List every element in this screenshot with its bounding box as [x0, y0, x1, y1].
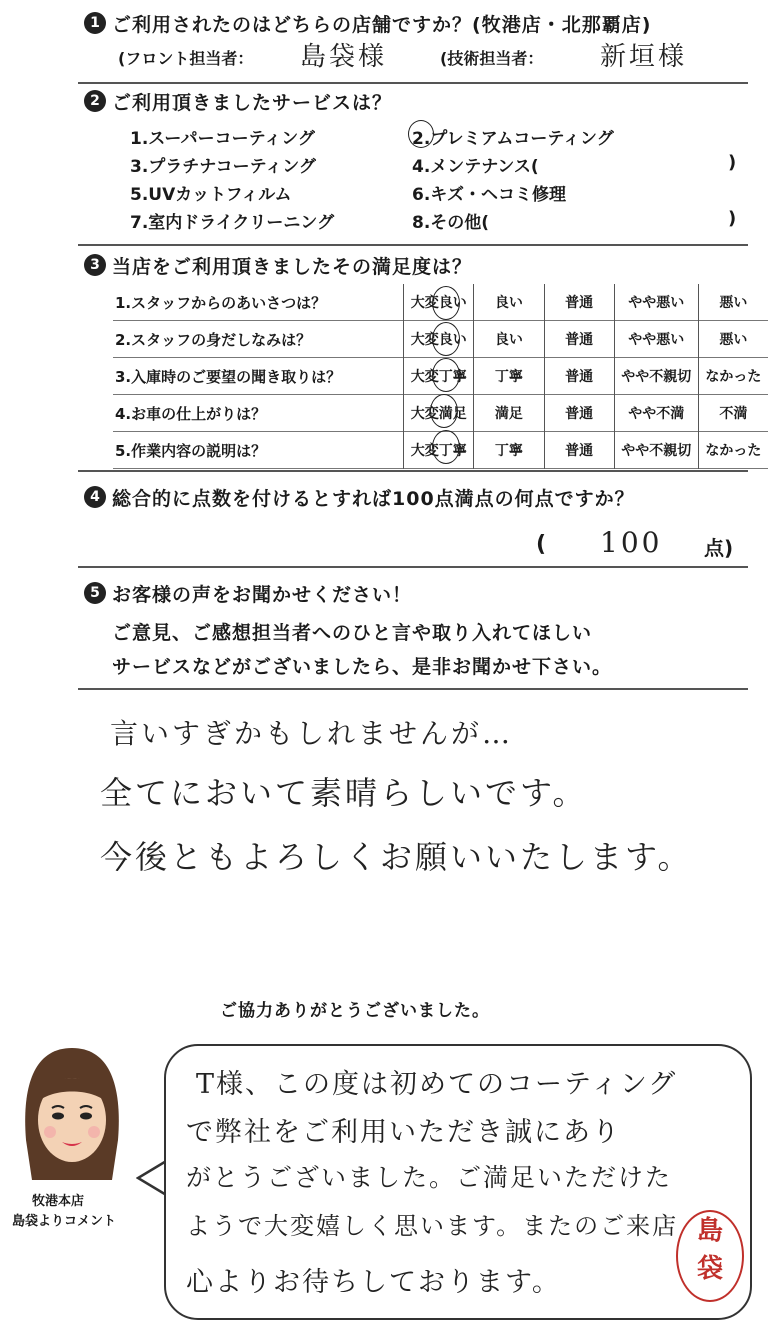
q3-question: 当店をご利用頂きましたその満足度は？: [112, 256, 473, 278]
customer-comment-line: 全てにおいて素晴らしいです。: [100, 774, 588, 812]
divider: [78, 470, 748, 472]
reply-line: ようで大変嬉しく思います。またのご来店: [186, 1212, 679, 1240]
name-stamp: 島 袋: [676, 1210, 744, 1302]
rating-option: なかった: [698, 432, 768, 469]
staff-store: 牧港本店: [32, 1194, 85, 1209]
q1-question: ご利用されたのはどちらの店舗ですか？(牧港店・北那覇店): [112, 14, 652, 36]
reply-line: T様、この度は初めてのコーティング: [196, 1069, 678, 1100]
tech-staff-name: 新垣様: [600, 42, 688, 72]
q5-instruction: サービスなどがございましたら、是非お聞かせ下さい。: [112, 656, 613, 678]
q1-stores: 牧港店・北那覇店: [481, 14, 642, 36]
q2-number: 2: [84, 90, 106, 112]
rating-option: 普通: [544, 358, 614, 395]
q4-question: 総合的に点数を付けるとすれば100点満点の何点ですか？: [112, 488, 635, 510]
service-item: 1.スーパーコーティング: [130, 129, 315, 149]
rating-question: 3.入庫時のご要望の聞き取りは？: [115, 367, 342, 386]
thanks-message: ご協力ありがとうございました。: [220, 1001, 490, 1021]
service-item: 3.プラチナコーティング: [130, 157, 316, 177]
rating-option: 丁寧: [474, 358, 544, 395]
rating-option: やや悪い: [614, 321, 698, 358]
selected-circle: [432, 358, 460, 392]
rating-option: 普通: [544, 284, 614, 321]
service-item: 8.その他(: [412, 213, 490, 233]
rating-option: 大変満足: [404, 395, 474, 432]
divider: [78, 244, 748, 246]
service-item: 5.UVカットフィルム: [130, 185, 292, 205]
rating-option: 大変丁寧: [404, 358, 474, 395]
selected-circle: [432, 322, 460, 356]
service-item: 6.キズ・ヘコミ修理: [412, 185, 566, 205]
customer-comment-line: 言いすぎかもしれませんが…: [110, 717, 514, 750]
rating-option: 良い: [474, 321, 544, 358]
q5-number: 5: [84, 582, 106, 604]
service-item: 4.メンテナンス(: [412, 157, 539, 177]
rating-question: 4.お車の仕上がりは？: [115, 404, 267, 423]
q1-number: 1: [84, 12, 106, 34]
rating-option: 大変丁寧: [404, 432, 474, 469]
q5-question: お客様の声をお聞かせください！: [112, 584, 413, 606]
service-item: 7.室内ドライクリーニング: [130, 213, 335, 233]
tech-staff-label: (技術担当者：: [440, 49, 544, 68]
divider: [78, 688, 748, 690]
avatar: [12, 1040, 132, 1186]
selected-circle: [408, 120, 434, 148]
rating-question: 2.スタッフの身だしなみは？: [115, 330, 312, 349]
front-staff-name: 島袋様: [300, 42, 388, 72]
rating-question: 1.スタッフからのあいさつは？: [115, 293, 327, 312]
reply-line: で弊社をご利用いただき誠にあり: [186, 1117, 621, 1148]
rating-option: 満足: [474, 395, 544, 432]
staff-comment-label: 島袋よりコメント: [12, 1214, 117, 1229]
rating-option: 普通: [544, 395, 614, 432]
rating-option: 大変良い: [404, 321, 474, 358]
rating-option: やや不親切: [614, 358, 698, 395]
divider: [78, 566, 748, 568]
selected-circle: [432, 430, 460, 464]
rating-option: 不満: [698, 395, 768, 432]
rating-option: 良い: [474, 284, 544, 321]
q2-question: ご利用頂きましたサービスは？: [112, 92, 393, 114]
selected-circle: [430, 394, 458, 428]
rating-option: 普通: [544, 321, 614, 358]
rating-option: やや悪い: [614, 284, 698, 321]
score-value: 100: [600, 526, 663, 559]
reply-line: 心よりお待ちしております。: [186, 1267, 561, 1298]
service-item: 2.プレミアムコーティング: [412, 129, 614, 149]
reply-line: がとうございました。ご満足いただけた: [186, 1163, 673, 1192]
q4-number: 4: [84, 486, 106, 508]
q3-number: 3: [84, 254, 106, 276]
rating-option: なかった: [698, 358, 768, 395]
rating-option: 大変良い: [404, 284, 474, 321]
rating-option: 悪い: [698, 284, 768, 321]
rating-question: 5.作業内容の説明は？: [115, 441, 267, 460]
rating-option: 悪い: [698, 321, 768, 358]
q5-instruction: ご意見、ご感想担当者へのひと言や取り入れてほしい: [112, 622, 593, 644]
rating-option: やや不満: [614, 395, 698, 432]
rating-option: 丁寧: [474, 432, 544, 469]
divider: [78, 82, 748, 84]
front-staff-label: (フロント担当者：: [118, 49, 254, 68]
rating-option: やや不親切: [614, 432, 698, 469]
customer-comment-line: 今後ともよろしくお願いいたします。: [100, 838, 693, 876]
rating-option: 普通: [544, 432, 614, 469]
selected-circle: [432, 286, 460, 320]
